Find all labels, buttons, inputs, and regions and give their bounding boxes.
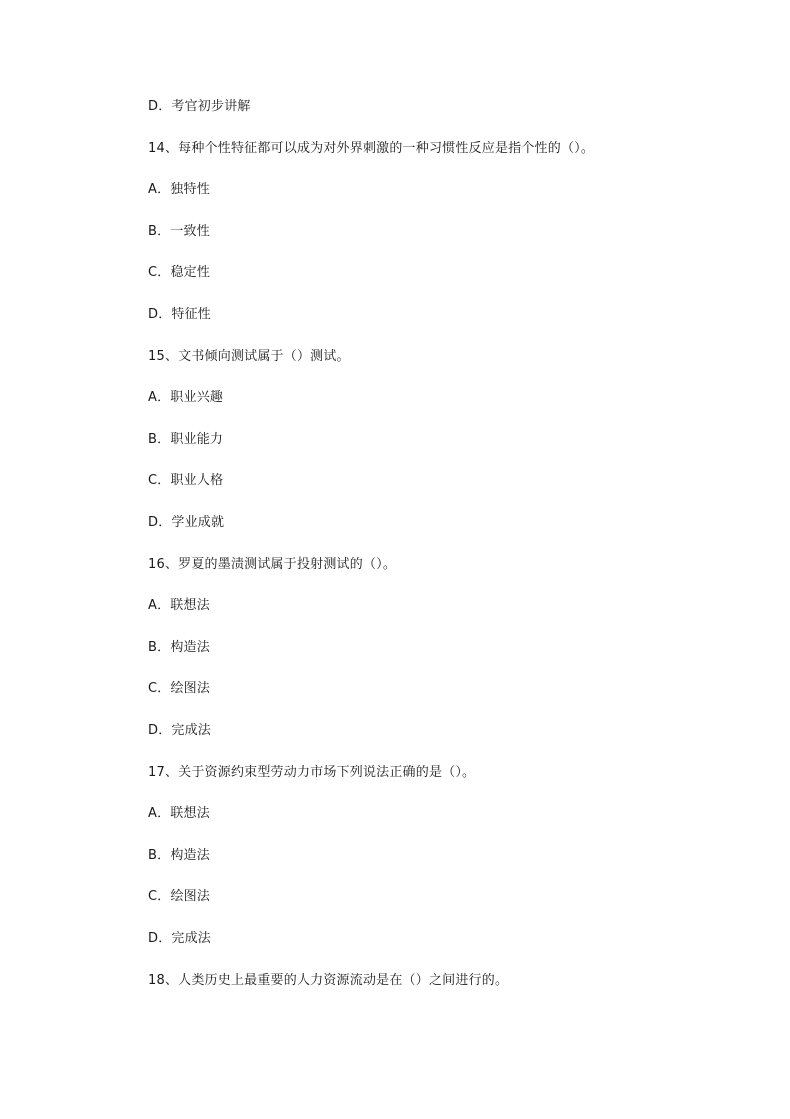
option-d-q15: D．学业成就	[148, 515, 225, 530]
question-17: 17、关于资源约束型劳动力市场下列说法正确的是（）。	[148, 765, 476, 780]
option-c-q15: C．职业人格	[148, 473, 224, 488]
question-16: 16、罗夏的墨渍测试属于投射测试的（）。	[148, 557, 397, 572]
option-a-q16: A．联想法	[148, 598, 210, 613]
option-b-q14: B．一致性	[148, 224, 210, 239]
option-b-q17: B．构造法	[148, 848, 210, 863]
option-d-q16: D．完成法	[148, 723, 212, 738]
option-d-q14: D．特征性	[148, 307, 212, 322]
option-b-q15: B．职业能力	[148, 432, 224, 447]
option-a-q15: A．职业兴趣	[148, 390, 224, 405]
option-c-q17: C．绘图法	[148, 889, 211, 904]
option-d-q17: D．完成法	[148, 931, 212, 946]
question-18: 18、人类历史上最重要的人力资源流动是在（）之间进行的。	[148, 973, 509, 988]
question-14: 14、每种个性特征都可以成为对外界刺激的一种习惯性反应是指个性的（）。	[148, 141, 595, 156]
option-b-q16: B．构造法	[148, 640, 210, 655]
option-c-q14: C．稳定性	[148, 265, 211, 280]
option-d-q13: D．考官初步讲解	[148, 99, 251, 114]
option-c-q16: C．绘图法	[148, 681, 211, 696]
option-a-q17: A．联想法	[148, 806, 210, 821]
question-15: 15、文书倾向测试属于（）测试。	[148, 349, 350, 364]
option-a-q14: A．独特性	[148, 182, 210, 197]
